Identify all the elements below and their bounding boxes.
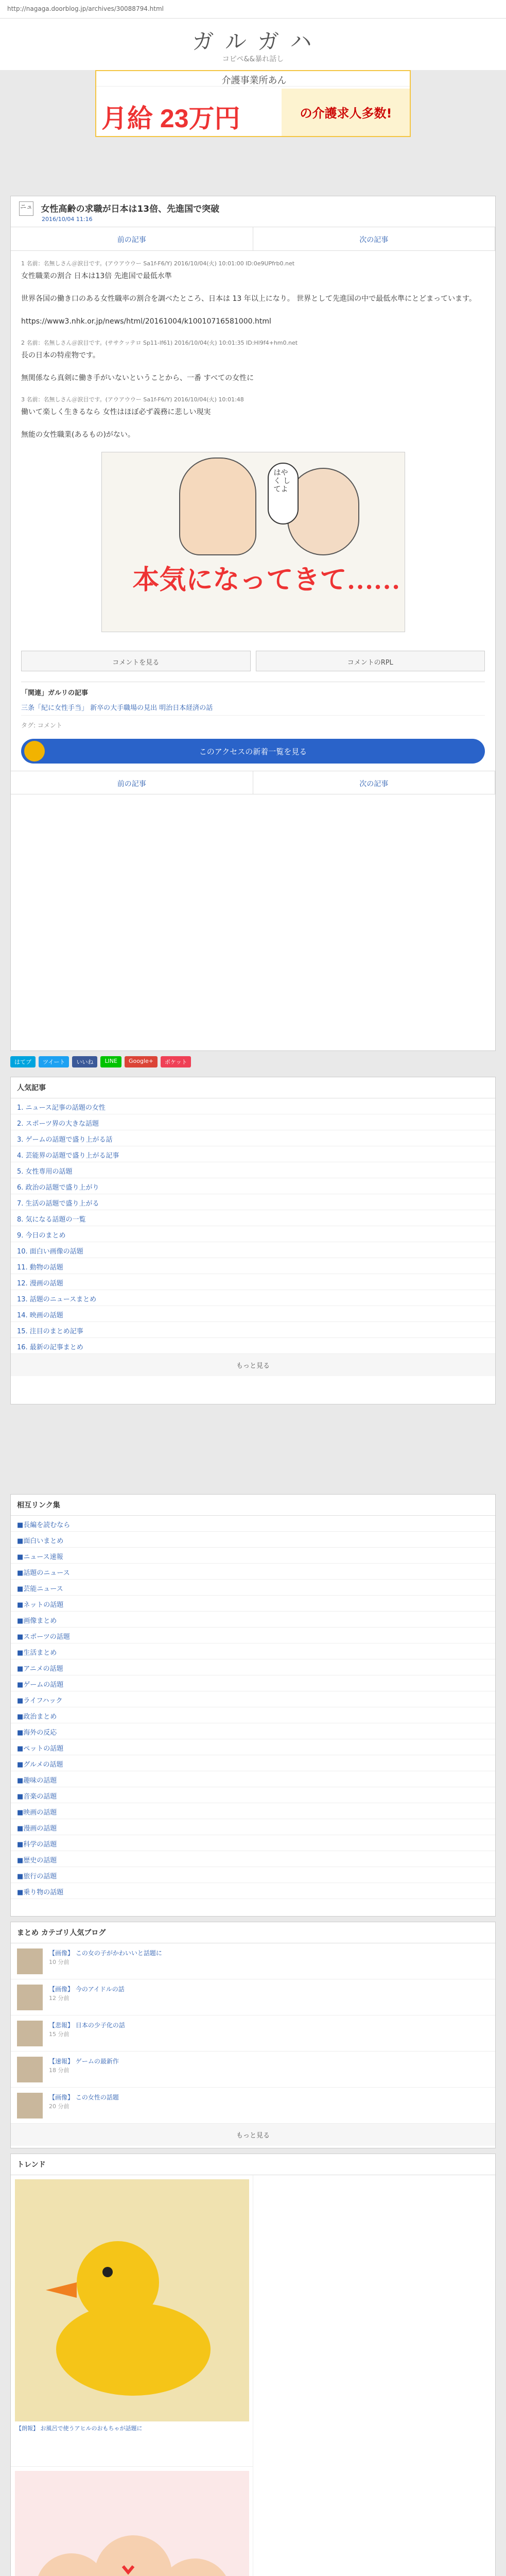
article-nav (11, 227, 495, 251)
article-tags[interactable]: タグ: コメント (21, 722, 62, 729)
rss-title: 【画像】 この女の子がかわいいと話題に (49, 1950, 162, 1957)
comment-body: 世界各国の働き口のある女性職率の割合を調べたところ、日本は 13 年以上になり。 世界として先進国の中で最低水準にとどまっています。 (21, 295, 477, 303)
manga-caption: 本気になってきて…… (132, 566, 400, 595)
new-list-button[interactable] (21, 739, 485, 764)
ranking-item[interactable]: 3. ゲームの話題で盛り上がる話 (11, 1130, 495, 1146)
link-item[interactable]: ■グルメの話題 (11, 1755, 495, 1771)
related-title: 「関連」ガルリの記事 (21, 689, 89, 697)
rss-time: 15 分前 (49, 2031, 69, 2038)
ranking-item[interactable]: 15. 注目のまとめ記事 (11, 1322, 495, 1338)
manga-ad-image[interactable] (101, 452, 405, 632)
share-google-button[interactable]: Google+ (125, 1056, 158, 1067)
ranking-item[interactable]: 7. 生活の話題で盛り上がる (11, 1194, 495, 1210)
link-item[interactable]: ■話題のニュース (11, 1564, 495, 1580)
comment-body: 働いて楽しく生きるなら 女性はほぼ必ず義務に悲しい現実 (21, 408, 211, 416)
kids-cartoon-image (15, 2471, 249, 2576)
rss-item[interactable] (11, 2015, 495, 2052)
link-item[interactable]: ■歴史の話題 (11, 1851, 495, 1867)
comment-link[interactable]: https://www3.nhk.or.jp/news/html/20161004/k10010716581000.html (21, 317, 271, 326)
comment (21, 259, 485, 282)
comment-header: 2 名前：名無しさん＠涙目です。(ササクッテロ Sp11-lf61) 2016/10/04(火) 10:01:35 ID:Hl9f4+hm0.net (21, 340, 298, 346)
ad-banner-right: の介護求人多数! (282, 89, 410, 136)
trend-item[interactable] (11, 2175, 253, 2467)
link-item[interactable]: ■ニュース速報 (11, 1548, 495, 1564)
article-nav-bottom (11, 771, 495, 794)
trend-title: トレンド (11, 2154, 495, 2175)
rss-thumb (17, 1985, 43, 2010)
share-bar (10, 1056, 496, 1072)
links-title: 相互リンク集 (11, 1495, 495, 1516)
link-item[interactable]: ■映画の話題 (11, 1803, 495, 1819)
link-item[interactable]: ■旅行の話題 (11, 1867, 495, 1883)
ranking-panel (10, 1077, 496, 1404)
ranking-item[interactable]: 2. スポーツ界の大きな話題 (11, 1114, 495, 1130)
ranking-title: 人気記事 (11, 1077, 495, 1098)
antenna-panel (10, 1922, 496, 2148)
comment-header: 1 名前：名無しさん＠涙目です。(アウアウウー Sa1f-F6/Y) 2016/10/04(火) 10:01:00 ID:0e9UPfrb0.net (21, 260, 295, 267)
rss-time: 20 分前 (49, 2103, 69, 2110)
rss-item[interactable] (11, 1943, 495, 1979)
ranking-item[interactable]: 1. ニュース記事の話題の女性 (11, 1098, 495, 1114)
rss-time: 10 分前 (49, 1959, 69, 1965)
link-item[interactable]: ■芸能ニュース (11, 1580, 495, 1596)
article-panel (10, 196, 496, 1051)
share-twitter-button[interactable]: ツイート (39, 1056, 69, 1067)
related-articles (21, 682, 485, 716)
link-item[interactable]: ■漫画の話題 (11, 1819, 495, 1835)
rss-item[interactable] (11, 1979, 495, 2015)
blog-icon (24, 741, 45, 761)
comment (21, 293, 485, 304)
new-list-label: このアクセスの新着一覧を見る (199, 747, 307, 756)
ranking-item[interactable]: 8. 気になる話題の一覧 (11, 1210, 495, 1226)
rss-title: 【画像】 この女性の話題 (49, 2094, 119, 2101)
ad-banner-main (96, 89, 282, 136)
comment-header: 3 名前：名無しさん＠涙目です。(アウアウウー Sa1f-F6/Y) 2016/10/04(火) 10:01:48 (21, 396, 244, 403)
rss-thumb (17, 2093, 43, 2119)
prev-article-link[interactable]: 前の記事 (11, 227, 253, 250)
share-facebook-button[interactable]: いいね (72, 1056, 97, 1067)
next-article-link[interactable]: 次の記事 (253, 227, 496, 250)
site-logo-text: ガ ル ガ ハ (192, 29, 314, 54)
trend-item[interactable] (11, 2467, 253, 2576)
article-date: 2016/10/04 11:16 (42, 216, 93, 223)
link-item[interactable]: ■海外の反応 (11, 1723, 495, 1739)
comment-rpl-button[interactable]: コメントのRPL (256, 651, 485, 671)
ad-banner-top: 介護事業所あん (96, 71, 411, 87)
link-item[interactable]: ■ゲームの話題 (11, 1675, 495, 1691)
ranking-more-button[interactable]: もっと見る (11, 1354, 495, 1376)
url-bar[interactable]: http://nagaga.doorblog.jp/archives/30088794.html (0, 0, 506, 19)
rss-thumb (17, 2057, 43, 2082)
trend-panel (10, 2154, 496, 2576)
rss-thumb (17, 1948, 43, 1974)
comment (21, 395, 485, 418)
comment-list (11, 251, 495, 640)
comment (21, 316, 485, 327)
link-item[interactable]: ■趣味の話題 (11, 1771, 495, 1787)
rss-item[interactable] (11, 2088, 495, 2124)
ad-banner-main-text: 月給 23万円 (101, 104, 240, 133)
related-link[interactable]: 三条「紀に女性手当」 新卒の大手職場の見出 明治日本経済の話 (21, 699, 485, 716)
ranking-item[interactable]: 16. 最新の記事まとめ (11, 1338, 495, 1354)
link-item[interactable]: ■スポーツの話題 (11, 1628, 495, 1643)
site-logo[interactable] (0, 19, 506, 70)
antenna-more-button[interactable]: もっと見る (11, 2124, 495, 2146)
comment (21, 338, 485, 361)
comment (21, 429, 485, 440)
comment-body: 女性職業の割合 日本は13倍 先進国で最低水準 (21, 272, 172, 280)
link-item[interactable]: ■乗り物の話題 (11, 1883, 495, 1899)
ranking-item[interactable]: 5. 女性専用の話題 (11, 1162, 495, 1178)
share-line-button[interactable]: LINE (100, 1056, 121, 1067)
rss-title: 【画像】 今のアイドルの話 (49, 1986, 125, 1993)
ad-banner[interactable] (95, 70, 411, 137)
next-article-link[interactable]: 次の記事 (253, 771, 496, 794)
link-item[interactable]: ■音楽の話題 (11, 1787, 495, 1803)
trend-image (15, 2179, 249, 2421)
prev-article-link[interactable]: 前の記事 (11, 771, 253, 794)
link-item[interactable]: ■ペットの話題 (11, 1739, 495, 1755)
ranking-item[interactable]: 4. 芸能界の話題で盛り上がる記事 (11, 1146, 495, 1162)
rss-thumb (17, 2021, 43, 2046)
ranking-item[interactable]: 11. 動物の話題 (11, 1258, 495, 1274)
link-item[interactable]: ■科学の話題 (11, 1835, 495, 1851)
article-title: 女性高齢の求職が日本は13倍、先進国で突破 (41, 204, 220, 214)
ranking-item[interactable]: 6. 政治の話題で盛り上がり (11, 1178, 495, 1194)
rss-title: 【速報】 ゲームの最新作 (49, 2058, 119, 2065)
site-subtitle: コピペ&&暴れ話し (222, 55, 284, 63)
link-item[interactable]: ■政治まとめ (11, 1707, 495, 1723)
link-item[interactable]: ■画像まとめ (11, 1612, 495, 1628)
rss-title: 【悲報】 日本の少子化の話 (49, 2022, 125, 2029)
article-header (11, 196, 495, 227)
link-item[interactable]: ■面白いまとめ (11, 1532, 495, 1548)
ranking-item[interactable]: 9. 今日のまとめ (11, 1226, 495, 1242)
ranking-item[interactable]: 10. 面白い画像の話題 (11, 1242, 495, 1258)
link-item[interactable]: ■生活まとめ (11, 1643, 495, 1659)
rss-time: 18 分前 (49, 2067, 69, 2074)
speech-bubble: はやく してよ (268, 463, 299, 524)
character-face (179, 457, 256, 555)
link-item[interactable]: ■アニメの話題 (11, 1659, 495, 1675)
comment-body: 長の日本の特産物です。 (21, 351, 100, 360)
rss-time: 12 分前 (49, 1995, 69, 2002)
antenna-title: まとめ カテゴリ人気ブログ (11, 1922, 495, 1943)
comment-body: 無関係なら真剣に働き手がいないということから、一番 すべての女性に (21, 374, 254, 382)
ranking-item[interactable]: 13. 話題のニュースまとめ (11, 1290, 495, 1306)
share-pocket-button[interactable]: ポケット (161, 1056, 191, 1067)
link-item[interactable]: ■長編を読むなら (11, 1516, 495, 1532)
trend-image (15, 2471, 249, 2576)
trend-caption: 【朗報】 お風呂で使うアヒルのおもちゃが話題に (16, 2425, 143, 2432)
comment (21, 372, 485, 384)
share-hatena-button[interactable]: はてブ (10, 1056, 36, 1067)
links-panel (10, 1494, 496, 1917)
ranking-item[interactable]: 12. 漫画の話題 (11, 1274, 495, 1290)
comment-body: 無能の女性職業(あるもの)がない。 (21, 431, 135, 439)
ranking-item[interactable]: 14. 映画の話題 (11, 1306, 495, 1322)
link-item[interactable]: ■ネットの話題 (11, 1596, 495, 1612)
rubber-duck-image (15, 2179, 249, 2421)
view-comments-button[interactable]: コメントを見る (21, 651, 251, 671)
link-item[interactable]: ■ライフハック (11, 1691, 495, 1707)
category-badge[interactable]: ニュ (19, 201, 33, 216)
comment-buttons (21, 651, 485, 671)
rss-item[interactable] (11, 2052, 495, 2088)
